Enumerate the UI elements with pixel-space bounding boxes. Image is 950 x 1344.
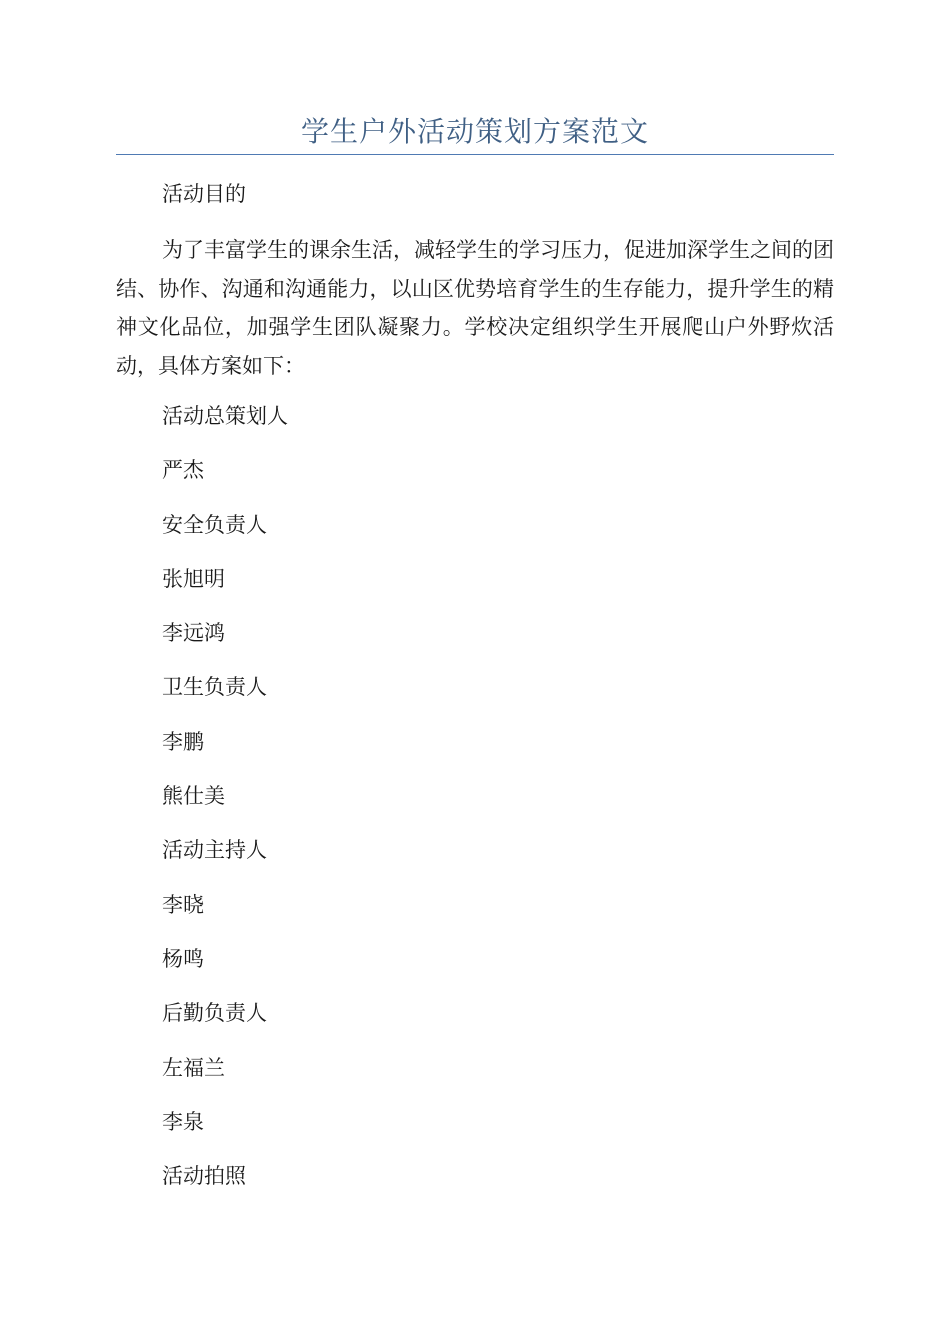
list-item: 李晓 <box>162 892 204 917</box>
document-title: 学生户外活动策划方案范文 <box>300 115 649 148</box>
list-item: 左福兰 <box>162 1055 225 1080</box>
intro-paragraph: 为了丰富学生的课余生活，减轻学生的学习压力，促进加深学生之间的团结、协作、沟通和沟通能力，以山区优势培育学生的生存能力，提升学生的精神文化品位，加强学生团队凝聚力。学校决定组织学生开展爬山户外野炊活动，具体方案如下： <box>116 238 834 378</box>
section-heading: 活动目的 <box>162 182 246 206</box>
list-item: 活动主持人 <box>162 838 267 863</box>
list-item: 李远鸿 <box>162 621 225 646</box>
list-item: 卫生负责人 <box>162 675 267 700</box>
list-item: 安全负责人 <box>162 512 267 537</box>
list-item: 活动总策划人 <box>162 404 288 428</box>
list-item: 严杰 <box>162 458 204 483</box>
list-item: 李鹏 <box>162 729 204 754</box>
title-underline <box>116 154 834 155</box>
list-item: 杨鸣 <box>162 946 204 971</box>
list-item: 张旭明 <box>162 566 225 591</box>
list-item: 熊仕美 <box>162 784 225 809</box>
list-item: 李泉 <box>162 1109 204 1134</box>
list-item: 后勤负责人 <box>162 1001 267 1026</box>
content-lines <box>162 401 288 1215</box>
list-item: 活动拍照 <box>162 1164 246 1189</box>
